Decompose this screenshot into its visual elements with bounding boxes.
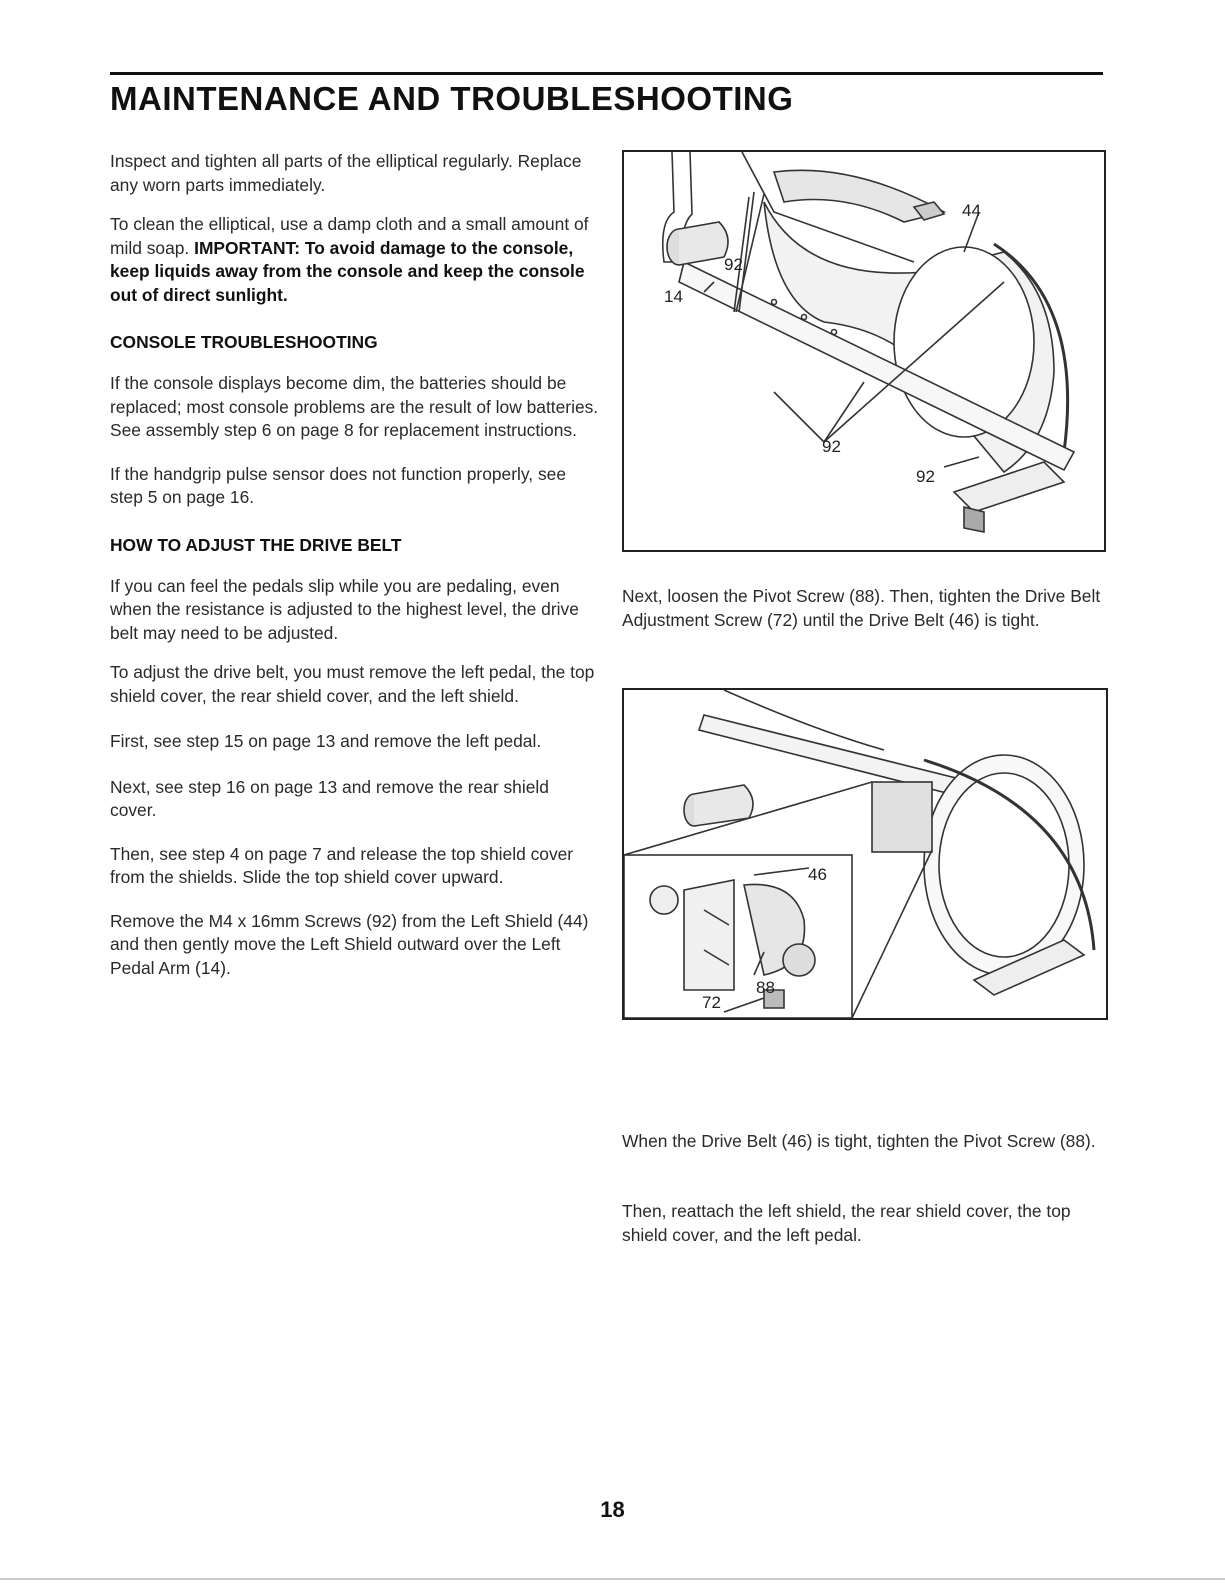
title-rule	[110, 72, 1103, 75]
step4-paragraph: Then, see step 4 on page 7 and release the top shield cover from the shields. Slide the top shield cover upward.	[110, 843, 574, 887]
callout-88: 88	[756, 978, 775, 997]
callout-92-bottom: 92	[916, 467, 935, 486]
drive-belt-heading: HOW TO ADJUST THE DRIVE BELT	[110, 534, 402, 555]
reattach-paragraph: Then, reattach the left shield, the rear shield cover, the top shield cover, and the left pedal.	[622, 1201, 1071, 1245]
left-column	[110, 150, 600, 996]
loosen-pivot-paragraph: Next, loosen the Pivot Screw (88). Then, tighten the Drive Belt Adjustment Screw (72) until the Drive Belt (46) is tight.	[622, 586, 1101, 630]
pedals-slip-paragraph: If you can feel the pedals slip while you are pedaling, even when the resistance is adjusted to the highest level, the drive belt may need to be adjusted.	[110, 575, 579, 643]
left-shield-figure	[622, 150, 1106, 552]
important-warning: IMPORTANT: To avoid damage to the console, keep liquids away from the console and keep the console out of direct sunlight.	[110, 237, 585, 305]
step16-paragraph: Next, see step 16 on page 13 and remove the rear shield cover.	[110, 776, 549, 820]
callout-72: 72	[702, 993, 721, 1012]
bottom-scan-edge	[0, 1578, 1225, 1580]
remove-parts-paragraph: To adjust the drive belt, you must remove the left pedal, the top shield cover, the rear shield cover, and the left shield.	[110, 662, 595, 706]
cleaning-text: To clean the elliptical, use a damp cloth and a small amount of mild soap.	[110, 214, 589, 258]
tighten-pivot-paragraph: When the Drive Belt (46) is tight, tighten the Pivot Screw (88).	[622, 1131, 1096, 1151]
batteries-paragraph: If the console displays become dim, the batteries should be replaced; most console problems are the result of low batteries. See assembly step 6 on page 8 for replacement instructions.	[110, 373, 599, 440]
remove-screws-paragraph: Remove the M4 x 16mm Screws (92) from the Left Shield (44) and then gently move the Left Shield outward over the Left Pedal Arm (14).	[110, 910, 589, 978]
callout-14: 14	[664, 287, 683, 306]
inspect-paragraph: Inspect and tighten all parts of the elliptical regularly. Replace any worn parts immediately.	[110, 151, 582, 195]
callout-44: 44	[962, 201, 981, 220]
page-title: MAINTENANCE AND TROUBLESHOOTING	[110, 80, 794, 117]
step15-paragraph: First, see step 15 on page 13 and remove the left pedal.	[110, 731, 542, 751]
drive-belt-illustration	[624, 690, 1106, 1018]
callout-46: 46	[808, 865, 827, 884]
drive-belt-figure	[622, 688, 1108, 1020]
pulse-sensor-paragraph: If the handgrip pulse sensor does not function properly, see step 5 on page 16.	[110, 463, 566, 507]
cleaning-paragraph	[110, 213, 600, 307]
left-shield-illustration	[624, 152, 1104, 550]
console-troubleshooting-heading: CONSOLE TROUBLESHOOTING	[110, 332, 378, 352]
page-number: 18	[600, 1497, 625, 1522]
callout-92-top: 92	[724, 255, 743, 274]
callout-92-middle: 92	[822, 437, 841, 456]
